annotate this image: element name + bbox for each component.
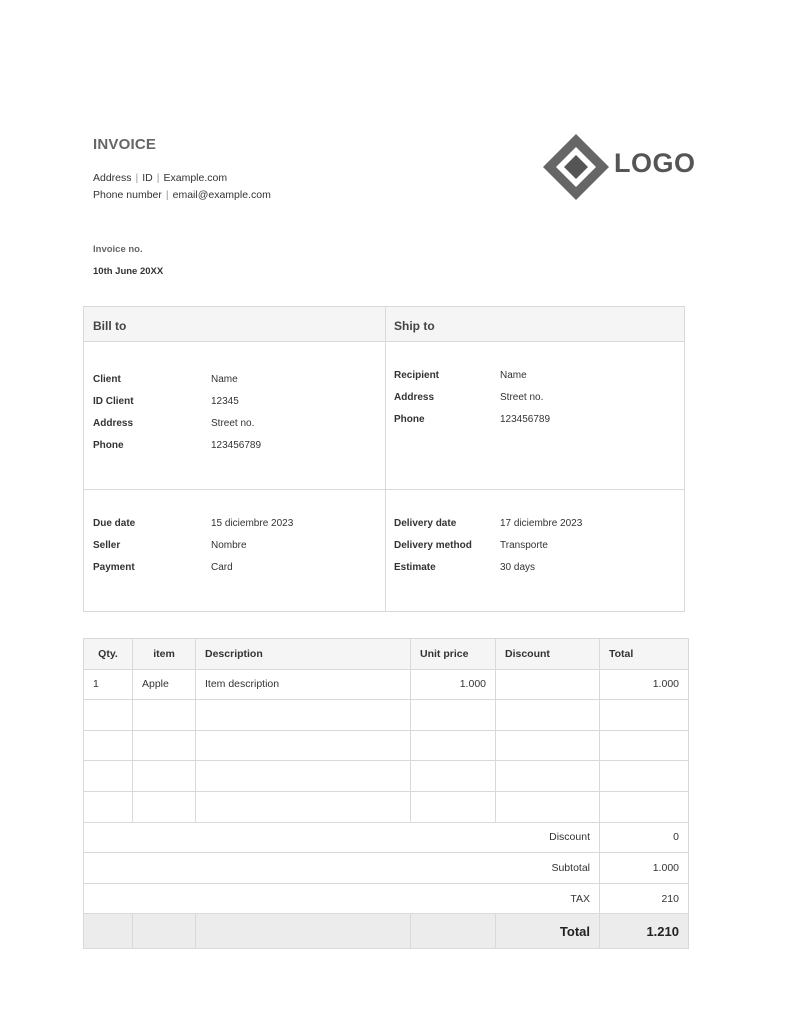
ship-to-title: Ship to — [394, 319, 435, 333]
summary-total-label: Total — [496, 914, 600, 949]
company-website: Example.com — [163, 172, 228, 184]
invoice-number-label: Invoice no. — [93, 244, 143, 255]
col-qty-header: Qty. — [84, 639, 133, 670]
row-description: Item description — [196, 669, 411, 700]
table-row — [84, 669, 689, 700]
col-item-header: item — [133, 639, 196, 670]
company-email: email@example.com — [172, 189, 271, 201]
due-date-value: 15 diciembre 2023 — [211, 518, 294, 529]
summary-discount-label: Discount — [84, 822, 600, 853]
due-date-label: Due date — [93, 518, 136, 529]
bill-id-client-label: ID Client — [93, 396, 134, 407]
row-unit-price: 1.000 — [411, 669, 496, 700]
table-row — [84, 791, 689, 822]
payment-value: Card — [211, 562, 233, 573]
items-header-row — [84, 639, 689, 670]
summary-subtotal-label: Subtotal — [84, 853, 600, 884]
bill-phone-label: Phone — [93, 440, 124, 451]
col-unit-price-header: Unit price — [411, 639, 496, 670]
ship-phone-label: Phone — [394, 414, 425, 425]
col-total-header: Total — [600, 639, 689, 670]
delivery-date-value: 17 diciembre 2023 — [500, 518, 583, 529]
logo-text: LOGO — [614, 148, 696, 178]
bill-address-value: Street no. — [211, 418, 255, 429]
ship-address-value: Street no. — [500, 392, 544, 403]
seller-value: Nombre — [211, 540, 247, 551]
ship-address-label: Address — [394, 392, 435, 403]
seller-label: Seller — [93, 540, 121, 551]
company-address-line: Address | ID | Example.com — [93, 172, 228, 184]
estimate-value: 30 days — [500, 562, 536, 573]
summary-total-row — [84, 914, 689, 949]
summary-subtotal-row — [84, 853, 689, 884]
row-total: 1.000 — [600, 669, 689, 700]
box-header — [84, 307, 684, 342]
delivery-method-value: Transporte — [500, 540, 548, 551]
col-description-header: Description — [196, 639, 411, 670]
delivery-method-label: Delivery method — [394, 540, 472, 551]
company-phone: Phone number — [93, 189, 162, 201]
ship-recipient-value: Name — [500, 370, 527, 381]
summary-discount-value: 0 — [600, 822, 689, 853]
summary-tax-label: TAX — [84, 883, 600, 914]
summary-discount-row — [84, 822, 689, 853]
estimate-label: Estimate — [394, 562, 436, 573]
bill-to-title: Bill to — [93, 319, 127, 333]
company-id: ID — [142, 172, 153, 184]
row-discount — [496, 669, 600, 700]
row-item: Apple — [133, 669, 196, 700]
invoice-title: INVOICE — [93, 136, 157, 153]
table-row — [84, 761, 689, 792]
bill-client-label: Client — [93, 374, 121, 385]
bill-client-value: Name — [211, 374, 238, 385]
summary-total-value: 1.210 — [600, 914, 689, 949]
summary-subtotal-value: 1.000 — [600, 853, 689, 884]
company-contact-line: Phone number | email@example.com — [93, 189, 271, 201]
bill-id-client-value: 12345 — [211, 396, 239, 407]
row-qty: 1 — [84, 669, 133, 700]
table-row — [84, 700, 689, 731]
billing-shipping-box — [83, 306, 685, 612]
company-address: Address — [93, 172, 132, 184]
items-table — [83, 638, 689, 949]
bill-address-label: Address — [93, 418, 134, 429]
delivery-date-label: Delivery date — [394, 518, 457, 529]
invoice-date: 10th June 20XX — [93, 266, 164, 277]
summary-tax-row — [84, 883, 689, 914]
ship-recipient-label: Recipient — [394, 370, 440, 381]
col-discount-header: Discount — [496, 639, 600, 670]
summary-tax-value: 210 — [600, 883, 689, 914]
bill-phone-value: 123456789 — [211, 440, 262, 451]
payment-label: Payment — [93, 562, 135, 573]
table-row — [84, 730, 689, 761]
ship-phone-value: 123456789 — [500, 414, 551, 425]
